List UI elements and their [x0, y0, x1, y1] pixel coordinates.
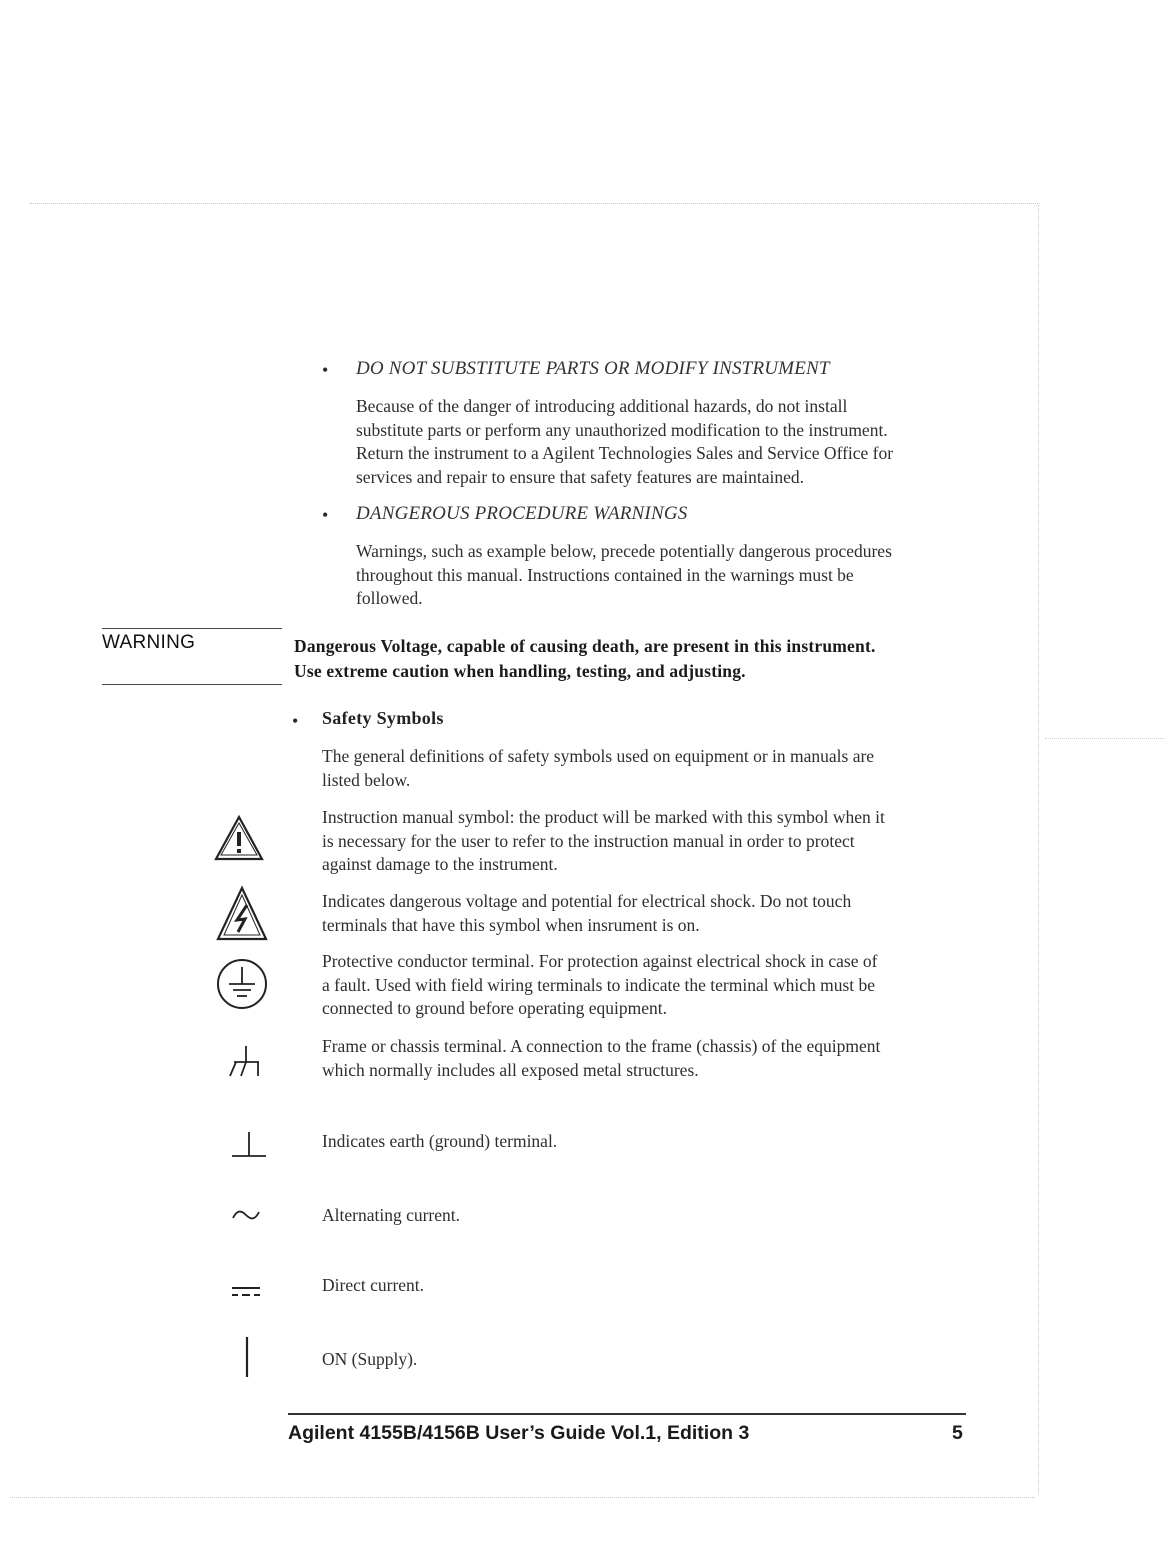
- warning-text: Dangerous Voltage, capable of causing death, are present in this instrument. Use extreme caution when handling, testing, and adjusting.: [294, 636, 876, 681]
- section-body-substitute-parts: Because of the danger of introducing additional hazards, do not install substitute parts or perform any unauthorized modification to the instrument. Return the instrument to a Agilent Technologies Sales and Service Office for services and repair to ensure that safety features are maintained.: [356, 396, 894, 487]
- safety-symbols-heading: Safety Symbols: [322, 708, 444, 728]
- scan-edge-stub: [1045, 738, 1165, 739]
- safety-symbols-intro: The general definitions of safety symbols used on equipment or in manuals are listed below.: [322, 746, 875, 790]
- direct-current-icon: [231, 1286, 261, 1298]
- bullet: •: [292, 711, 299, 731]
- alternating-current-icon: [231, 1208, 261, 1222]
- symbol-desc-alternating-current: Alternating current.: [322, 1205, 461, 1225]
- bullet: •: [322, 505, 329, 525]
- symbol-desc-chassis-terminal: Frame or chassis terminal. A connection to the frame (chassis) of the equipment which normally includes all exposed metal structures.: [322, 1036, 881, 1080]
- warning-rule-bottom: [102, 684, 282, 685]
- symbol-desc-on-supply: ON (Supply).: [322, 1349, 418, 1369]
- on-supply-icon: [244, 1336, 250, 1378]
- dangerous-voltage-icon: [216, 886, 268, 942]
- symbol-desc-direct-current: Direct current.: [322, 1275, 425, 1295]
- symbol-desc-protective-conductor: Protective conductor terminal. For protection against electrical shock in case of a fault. Used with field wiring terminals to indicate the terminal which must be connected to ground before operating equipment.: [322, 951, 878, 1018]
- section-body-dangerous-procedure: Warnings, such as example below, precede potentially dangerous procedures throughout this manual. Instructions contained in the warnings must be followed.: [356, 541, 892, 608]
- earth-ground-icon: [230, 1130, 268, 1160]
- footer-title: Agilent 4155B/4156B User’s Guide Vol.1, Edition 3: [288, 1422, 750, 1444]
- scan-edge-top: [30, 203, 1040, 204]
- symbol-desc-instruction-manual: Instruction manual symbol: the product will be marked with this symbol when it is necessary for the user to refer to the instruction manual in order to protect against damage to the instrument.: [322, 807, 885, 874]
- scan-edge-right: [1038, 205, 1039, 1495]
- scan-edge-bottom: [10, 1497, 1035, 1498]
- instruction-manual-icon: [214, 815, 264, 861]
- warning-label: WARNING: [102, 632, 196, 653]
- page-number: 5: [952, 1422, 963, 1444]
- footer-rule: [288, 1413, 966, 1415]
- warning-rule-top: [102, 628, 282, 629]
- symbol-desc-dangerous-voltage: Indicates dangerous voltage and potential for electrical shock. Do not touch terminals that have this symbol when insrument is on.: [322, 891, 852, 935]
- symbol-desc-earth-ground: Indicates earth (ground) terminal.: [322, 1131, 558, 1151]
- protective-conductor-icon: [215, 957, 269, 1011]
- section-heading-substitute-parts: DO NOT SUBSTITUTE PARTS OR MODIFY INSTRUMENT: [356, 358, 830, 379]
- chassis-terminal-icon: [228, 1044, 264, 1080]
- bullet: •: [322, 360, 329, 380]
- section-heading-dangerous-procedure: DANGEROUS PROCEDURE WARNINGS: [356, 503, 688, 524]
